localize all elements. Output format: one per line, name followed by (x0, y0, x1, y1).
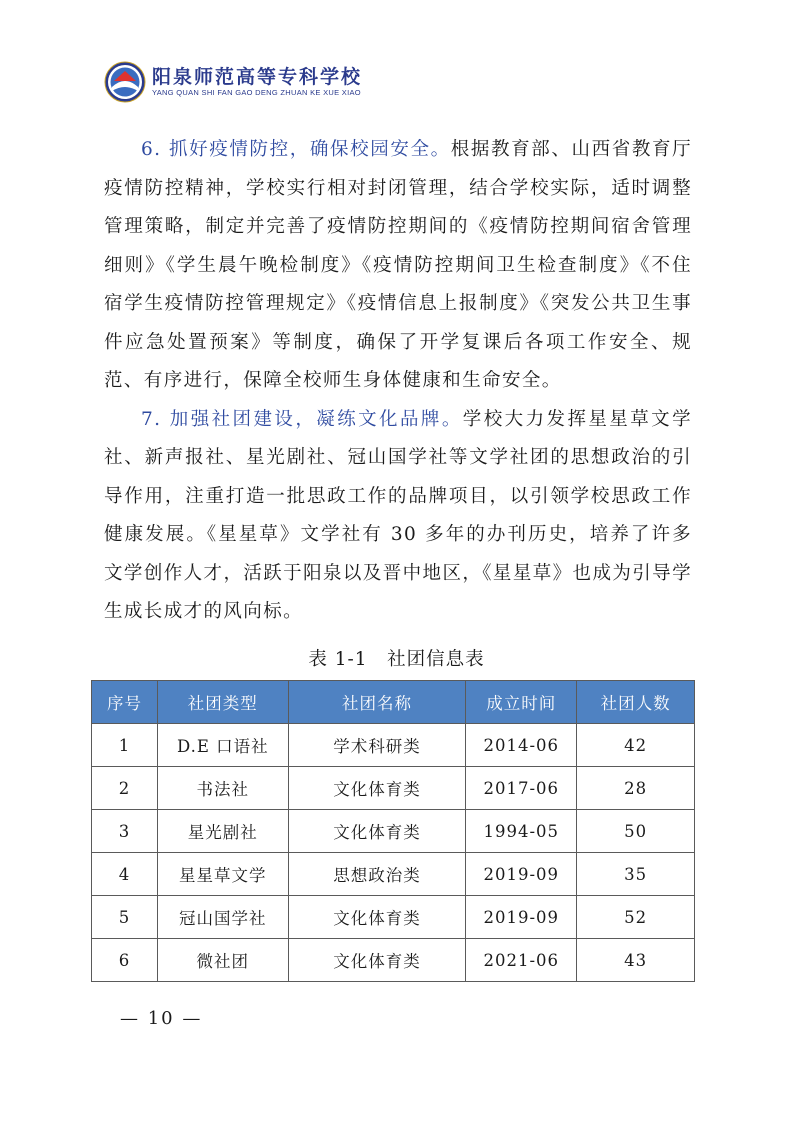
table-row (92, 724, 695, 767)
table-cell: 2 (92, 767, 158, 810)
table-cell: 43 (577, 939, 695, 982)
table-header-row (92, 681, 695, 724)
paragraph-epidemic-control (104, 131, 692, 401)
column-header-index: 序号 (92, 681, 158, 724)
column-header-type: 社团类型 (157, 681, 288, 724)
table-cell: 2021-06 (466, 939, 577, 982)
table-cell: 2017-06 (466, 767, 577, 810)
club-info-table (91, 680, 695, 982)
page-header (104, 58, 362, 106)
table-cell: 1994-05 (466, 810, 577, 853)
column-header-members: 社团人数 (577, 681, 695, 724)
table-cell: 星光剧社 (157, 810, 288, 853)
school-pinyin: YANG QUAN SHI FAN GAO DENG ZHUAN KE XUE XIAO (152, 88, 361, 97)
page-number: — 10 — (120, 1008, 203, 1029)
table-cell: 文化体育类 (288, 896, 466, 939)
table-cell: 思想政治类 (288, 853, 466, 896)
table-cell: 文化体育类 (288, 810, 466, 853)
table-cell: 6 (92, 939, 158, 982)
table-cell: 2019-09 (466, 853, 577, 896)
table-cell: 50 (577, 810, 695, 853)
table-row (92, 810, 695, 853)
table-cell: 35 (577, 853, 695, 896)
table-row (92, 853, 695, 896)
table-cell: 2019-09 (466, 896, 577, 939)
table-cell: 3 (92, 810, 158, 853)
school-name: 阳泉师范高等专科学校 (152, 66, 363, 88)
body-text (104, 131, 692, 632)
table-cell: 42 (577, 724, 695, 767)
school-logo-icon (104, 61, 146, 103)
table-cell: 学术科研类 (288, 724, 466, 767)
column-header-founded: 成立时间 (466, 681, 577, 724)
table-cell: 文化体育类 (288, 939, 466, 982)
paragraph-text: 根据教育部、山西省教育厅疫情防控精神，学校实行相对封闭管理，结合学校实际，适时调整管理策略，制定并完善了疫情防控期间的《疫情防控期间宿舍管理细则》《学生晨午晚检制度》《疫情防控期间卫生检查制度》《不住宿学生疫情防控管理规定》《疫情信息上报制度》《突发公共卫生事件应急处置预案》等制度，确保了开学复课后各项工作安全、规范、有序进行，保障全校师生身体健康和生命安全。 (104, 139, 692, 391)
table-cell: 冠山国学社 (157, 896, 288, 939)
paragraph-heading: 7. 加强社团建设，凝练文化品牌。 (141, 408, 463, 430)
table-cell: 文化体育类 (288, 767, 466, 810)
table-caption: 表 1-1 社团信息表 (308, 649, 485, 670)
table-row (92, 767, 695, 810)
table-cell: 1 (92, 724, 158, 767)
paragraph-club-building (104, 401, 692, 632)
table-row (92, 939, 695, 982)
table-cell: 5 (92, 896, 158, 939)
table-cell: 4 (92, 853, 158, 896)
table-cell: 书法社 (157, 767, 288, 810)
table-cell: 28 (577, 767, 695, 810)
table-cell: 星星草文学 (157, 853, 288, 896)
table-cell: D.E 口语社 (157, 724, 288, 767)
paragraph-heading: 6. 抓好疫情防控，确保校园安全。 (141, 139, 451, 160)
table-cell: 2014-06 (466, 724, 577, 767)
column-header-name: 社团名称 (288, 681, 466, 724)
paragraph-text: 学校大力发挥星星草文学社、新声报社、星光剧社、冠山国学社等文学社团的思想政治的引导作用，注重打造一批思政工作的品牌项目，以引领学校思政工作健康发展。《星星草》文学社有 30 多年的办刊历史，培养了许多文学创作人才，活跃于阳泉以及晋中地区，《星星草》也成为引导学生成长成才的风向标。 (104, 408, 692, 622)
table-cell: 微社团 (157, 939, 288, 982)
table-cell: 52 (577, 896, 695, 939)
table-row (92, 896, 695, 939)
